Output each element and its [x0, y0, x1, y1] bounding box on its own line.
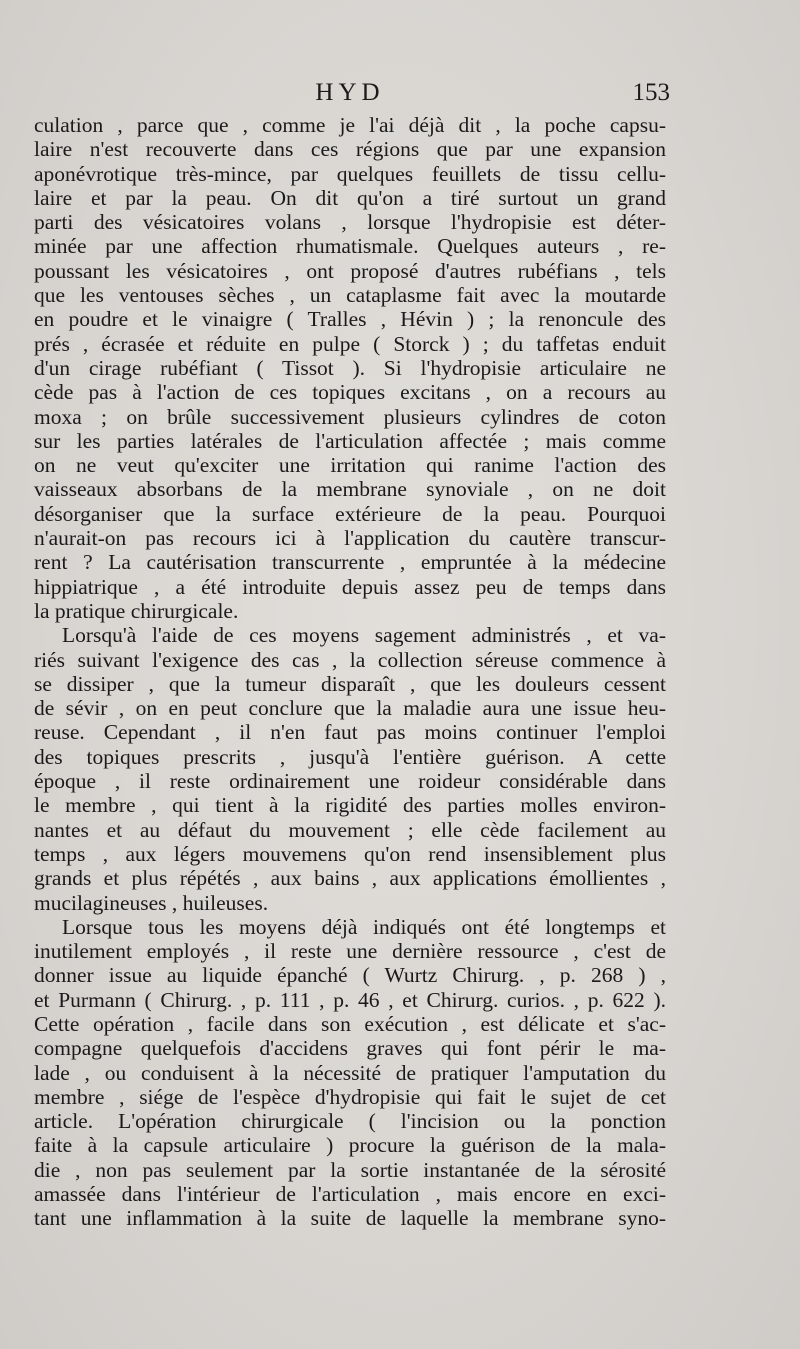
text-line: sur les parties latérales de l'articulation affectée ; mais comme	[34, 428, 666, 453]
text-line: temps , aux légers mouvemens qu'on rend insensiblement plus	[34, 841, 666, 866]
text-line: se dissiper , que la tumeur disparaît , que les douleurs cessent	[34, 671, 666, 696]
text-line: mucilagineuses , huileuses.	[34, 890, 269, 915]
text-line: donner issue au liquide épanché ( Wurtz Chirurg. , p. 268 ) ,	[34, 963, 666, 988]
text-line: laire et par la peau. On dit qu'on a tiré surtout un grand	[34, 185, 666, 210]
text-line: lade , ou conduisent à la nécessité de pratiquer l'amputation du	[34, 1060, 666, 1085]
text-line: culation , parce que , comme je l'ai déjà dit , la poche capsu-	[34, 113, 666, 137]
text-line: article. L'opération chirurgicale ( l'incision ou la ponction	[34, 1109, 666, 1134]
text-line: de sévir , on en peut conclure que la maladie aura une issue heu-	[34, 696, 666, 721]
text-line: compagne quelquefois d'accidens graves qui font périr le ma-	[34, 1036, 666, 1061]
text-line: hippiatrique , a été introduite depuis assez peu de temps dans	[34, 574, 666, 599]
text-line: grands et plus répétés , aux bains , aux applications émollientes ,	[34, 866, 666, 891]
text-line: faite à la capsule articulaire ) procure la guérison de la mala-	[34, 1133, 666, 1158]
paragraph-first-line: Lorsqu'à l'aide de ces moyens sagement administrés , et va-	[62, 623, 666, 648]
text-line: en poudre et le vinaigre ( Tralles , Hévin ) ; la renoncule des	[34, 307, 666, 332]
text-line: nantes et au défaut du mouvement ; elle cède facilement au	[34, 817, 666, 842]
text-line: désorganiser que la surface extérieure de la peau. Pourquoi	[34, 501, 666, 526]
text-line: die , non pas seulement par la sortie instantanée de la sérosité	[34, 1157, 666, 1182]
text-line: minée par une affection rhumatismale. Quelques auteurs , re-	[34, 234, 666, 259]
text-line: amassée dans l'intérieur de l'articulation , mais encore en exci-	[34, 1182, 666, 1207]
text-line: aponévrotique très-mince, par quelques feuillets de tissu cellu-	[34, 161, 666, 186]
text-line: vaisseaux absorbans de la membrane synoviale , on ne doit	[34, 477, 666, 502]
text-line: reuse. Cependant , il n'en faut pas moins continuer l'emploi	[34, 720, 666, 745]
text-line: n'aurait-on pas recours ici à l'application du cautère transcur-	[34, 526, 666, 551]
text-line: que les ventouses sèches , un cataplasme fait avec la moutarde	[34, 283, 666, 308]
running-head: HYD	[315, 79, 385, 106]
text-line: le membre , qui tient à la rigidité des parties molles environ-	[34, 793, 666, 818]
text-line: laire n'est recouverte dans ces régions que par une expansion	[34, 137, 666, 162]
text-line: prés , écrasée et réduite en pulpe ( Storck ) ; du taffetas enduit	[34, 331, 666, 356]
page-number: 153	[632, 79, 670, 106]
text-line: rent ? La cautérisation transcurrente , empruntée à la médecine	[34, 550, 666, 575]
text-line: moxa ; on brûle successivement plusieurs cylindres de coton	[34, 404, 666, 429]
text-line: d'un cirage rubéfiant ( Tissot ). Si l'hydropisie articulaire ne	[34, 355, 666, 380]
text-line: Cette opération , facile dans son exécution , est délicate et s'ac-	[34, 1011, 666, 1036]
text-line: des topiques prescrits , jusqu'à l'entière guérison. A cette	[34, 744, 666, 769]
paragraph-first-line: Lorsque tous les moyens déjà indiqués ont été longtemps et	[62, 914, 666, 939]
text-line: on ne veut qu'exciter une irritation qui ranime l'action des	[34, 453, 666, 478]
text-line: et Purmann ( Chirurg. , p. 111 , p. 46 , et Chirurg. curios. , p. 622 ).	[34, 987, 666, 1012]
page-header	[34, 79, 670, 109]
text-line: riés suivant l'exigence des cas , la collection séreuse commence à	[34, 647, 666, 672]
text-line: la pratique chirurgicale.	[34, 598, 239, 623]
body-text	[34, 113, 666, 1231]
text-line: époque , il reste ordinairement une roideur considérable dans	[34, 769, 666, 794]
text-line: poussant les vésicatoires , ont proposé d'autres rubéfians , tels	[34, 258, 666, 283]
text-line: cède pas à l'action de ces topiques excitans , on a recours au	[34, 380, 666, 405]
text-line: tant une inflammation à la suite de laquelle la membrane syno-	[34, 1206, 666, 1231]
text-line: parti des vésicatoires volans , lorsque l'hydropisie est déter-	[34, 210, 666, 235]
text-line: inutilement employés , il reste une dernière ressource , c'est de	[34, 939, 666, 964]
text-line: membre , siége de l'espèce d'hydropisie qui fait le sujet de cet	[34, 1084, 666, 1109]
